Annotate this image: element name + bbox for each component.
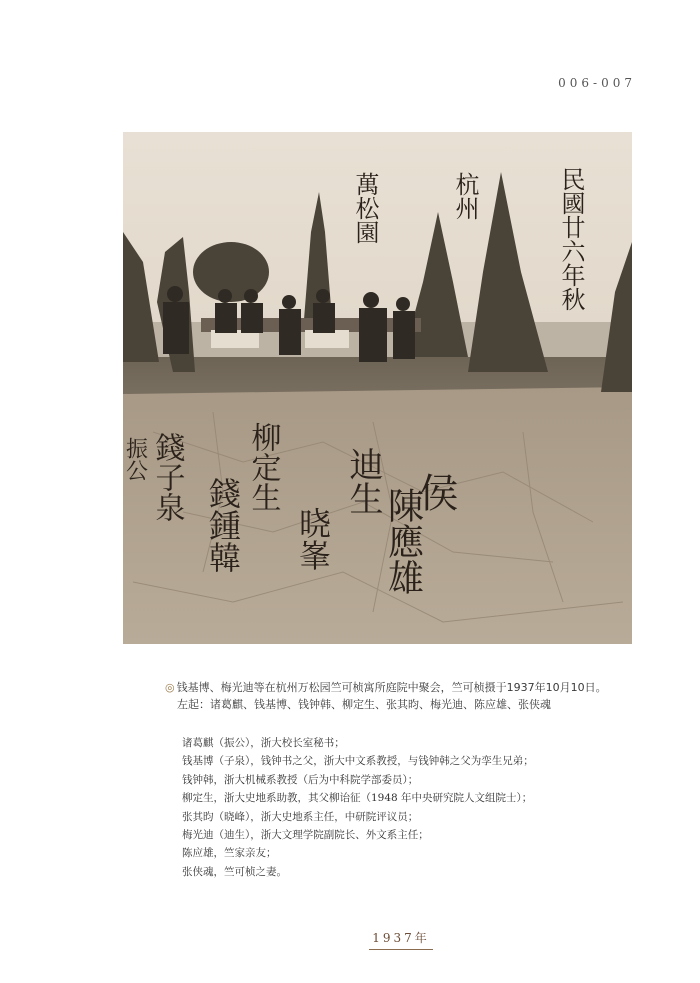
caption-marker-icon: ◎ bbox=[165, 681, 175, 694]
inscription-name-qian-zhonghan: 錢鍾韓 bbox=[204, 477, 242, 573]
list-item: 柳定生，浙大史地系助教，其父柳诒征（1948 年中央研究院人文组院士）； bbox=[182, 792, 533, 805]
photo-scene bbox=[123, 132, 632, 644]
inscription-name-liu-dingsheng: 柳定生 bbox=[245, 422, 281, 512]
list-item: 张侠魂，竺可桢之妻。 bbox=[182, 865, 287, 878]
inscription-hangzhou: 杭州 bbox=[451, 172, 479, 220]
historical-photo bbox=[123, 132, 632, 644]
people-list bbox=[182, 734, 652, 881]
year-label: 1937年 bbox=[369, 929, 433, 950]
inscription-wansong: 萬松園 bbox=[351, 172, 379, 244]
page-number: 006-007 bbox=[558, 76, 636, 90]
list-item: 钱钟韩，浙大机械系教授（后为中科院学部委员）； bbox=[182, 773, 419, 786]
caption-title-text: 钱基博、梅光迪等在杭州万松园竺可桢寓所庭院中聚会，竺可桢摄于1937年10月10日。 bbox=[176, 681, 607, 694]
caption-title bbox=[165, 680, 665, 696]
photo-caption bbox=[165, 680, 665, 714]
caption-left-to-right: 左起：诸葛麒、钱基博、钱钟韩、柳定生、张其昀、梅光迪、陈应雄、张侠魂 bbox=[177, 698, 551, 711]
inscription-name-disheng: 迪生 bbox=[343, 447, 383, 515]
list-item: 诸葛麒（振公），浙大校长室秘书； bbox=[182, 737, 345, 749]
list-item: 钱基博（子泉），钱钟书之父，浙大中文系教授，与钱钟韩之父为孪生兄弟； bbox=[182, 755, 534, 768]
inscription-date: 民國廿六年秋 bbox=[557, 167, 585, 311]
list-item: 张其昀（晓峰），浙大史地系主任，中研院评议员； bbox=[182, 810, 419, 823]
inscription-name-zhengong: 振公 bbox=[123, 437, 148, 481]
inscription-name-qian-ziquan: 錢子泉 bbox=[149, 432, 185, 522]
inscription-name-hou: 侯 bbox=[412, 472, 458, 512]
inscription-name-xiaofeng: 晓峯 bbox=[294, 507, 332, 571]
inscription-name-chen-yingxiong: 陳應雄 bbox=[382, 487, 424, 595]
list-item: 陈应雄，竺家亲友； bbox=[182, 847, 277, 860]
list-item: 梅光迪（迪生），浙大文理学院副院长、外文系主任； bbox=[182, 829, 429, 842]
